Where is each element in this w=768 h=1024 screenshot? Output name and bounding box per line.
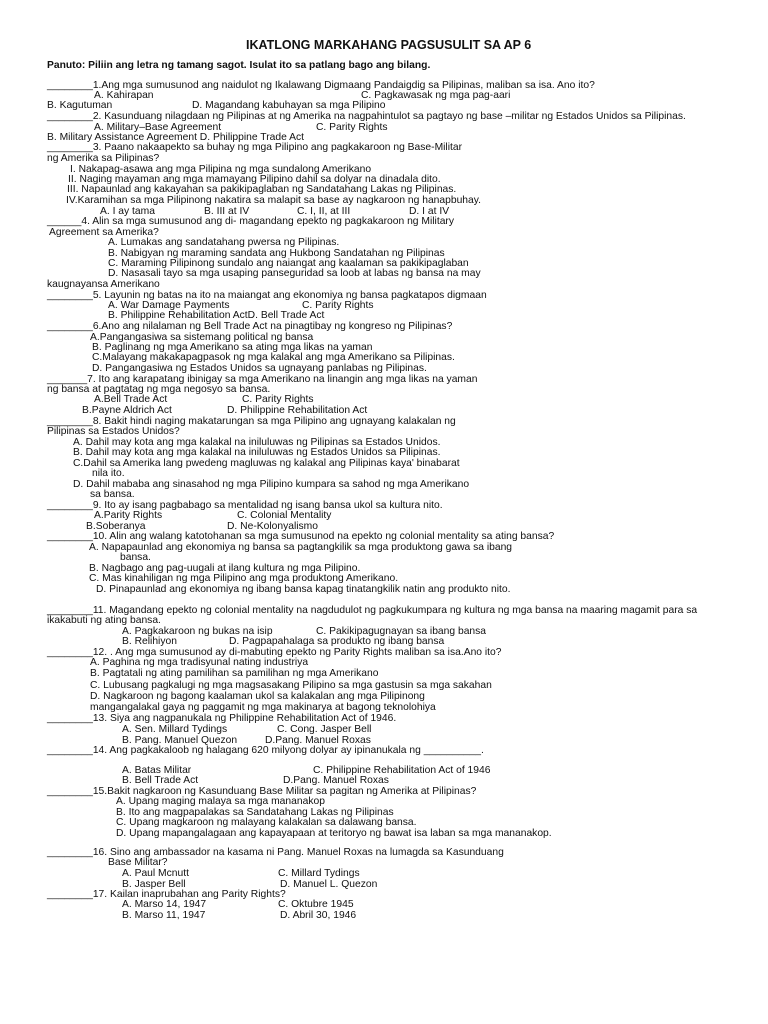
q15-option-b: B. Ito ang magpapalakas sa Sandatahang Lakas ng Pilipinas — [116, 807, 394, 818]
q6-option-b: B. Paglinang ng mga Amerikano sa ating mga likas na yaman — [92, 342, 373, 353]
q10-stem: ________10. Alin ang walang katotohanan sa mga sumusunod na epekto ng colonial mentality sa ating bansa? — [47, 531, 555, 542]
q16-option-d: D. Manuel L. Quezon — [280, 879, 378, 890]
q3-option-c: C. I, II, at III — [297, 206, 351, 217]
q17-option-a: A. Marso 14, 1947 — [122, 899, 207, 910]
q15-stem: ________15.Bakit nagkaroon ng Kasunduang Base Militar sa pagitan ng Amerika at Pilipinas? — [47, 786, 477, 797]
q10-option-a: A. Napapaunlad ang ekonomiya ng bansa sa pagtangkilik sa mga produktong gawa sa ibang — [89, 542, 513, 553]
q3-stem-2: ng Amerika sa Pilipinas? — [47, 153, 160, 164]
q11-stem-2: ikakabuti ng ating bansa. — [47, 615, 161, 626]
q16-stem-1: ________16. Sino ang ambassador na kasama ni Pang. Manuel Roxas na lumagda sa Kasunduang — [47, 847, 504, 858]
page-title: IKATLONG MARKAHANG PAGSUSULIT SA AP 6 — [246, 38, 532, 52]
q9-option-b: B.Soberanya — [86, 521, 146, 532]
q12-option-d: D. Nagkaroon ng bagong kaalaman ukol sa kalakalan ang mga Pilipinong — [90, 691, 425, 702]
q14-stem: ________14. Ang pagkakaloob ng halagang 620 milyong dolyar ay ipinanukala ng __________. — [47, 745, 484, 756]
q17-option-c: C. Oktubre 1945 — [278, 899, 354, 910]
q3-item-iv: IV.Karamihan sa mga Pilipinong nakatira sa malapit sa base ay nagkaroon ng hanapbuhay. — [66, 195, 482, 206]
q14-option-d: D.Pang. Manuel Roxas — [283, 775, 389, 786]
q16-stem-2: Base Militar? — [108, 857, 168, 868]
q4-stem-1: ______4. Alin sa mga sumusunod ang di- magandang epekto ng pagkakaroon ng Military — [47, 216, 454, 227]
q13-stem: ________13. Siya ang nagpanukala ng Philippine Rehabilitation Act of 1946. — [47, 713, 397, 724]
q9-stem: ________9. Ito ay isang pagbabago sa mentalidad ng isang bansa ukol sa kultura nito. — [47, 500, 443, 511]
q12-stem: ________12. . Ang mga sumusunod ay di-mabuting epekto ng Parity Rights maliban sa isa.Ano ito? — [47, 647, 502, 658]
q7-stem-2: ng bansa at pagtatag ng mga negosyo sa bansa. — [47, 384, 271, 395]
q2-stem: ________2. Kasunduang nilagdaan ng Pilipinas at ng Amerika na nagpahintulot sa pagtayo ng base –militar ng Estados Unidos sa Pilipinas. — [47, 111, 686, 122]
q10-option-b: B. Nagbago ang pag-uugali at ilang kultura ng mga Pilipino. — [89, 563, 361, 574]
q10-option-d: D. Pinapaunlad ang ekonomiya ng ibang bansa kapag tinatangkilik natin ang produkto nito. — [96, 584, 511, 595]
q8-option-a: A. Dahil may kota ang mga kalakal na iniluluwas ng Pilipinas sa Estados Unidos. — [73, 437, 441, 448]
q7-option-d: D. Philippine Rehabilitation Act — [227, 405, 368, 416]
q1-option-d: D. Magandang kabuhayan sa mga Pilipino — [192, 100, 386, 111]
q1-stem: ________1.Ang mga sumusunod ang naidulot ng Ikalawang Digmaang Pandaigdig sa Pilipinas, maliban sa isa. Ano ito? — [47, 80, 595, 91]
q6-option-c: C.Malayang makakapagpasok ng mga kalakal ang mga Amerikano sa Pilipinas. — [92, 352, 455, 363]
q4-option-d: D. Nasasali tayo sa mga usaping panseguridad sa loob at labas ng bansa na may — [108, 268, 481, 279]
q2-option-a: A. Military–Base Agreement — [94, 122, 222, 133]
q6-stem: ________6.Ano ang nilalaman ng Bell Trade Act na pinagtibay ng kongreso ng Pilipinas? — [47, 321, 453, 332]
q11-option-d: D. Pagpapahalaga sa produkto ng ibang bansa — [229, 636, 445, 647]
q15-option-a: A. Upang maging malaya sa mga mananakop — [116, 796, 325, 807]
q12-option-a: A. Paghina ng mga tradisyunal nating industriya — [90, 657, 309, 668]
q5-stem: ________5. Layunin ng batas na ito na maiangat ang ekonomiya ng bansa pagkatapos digmaan — [47, 290, 487, 301]
q8-option-d-cont: sa bansa. — [90, 489, 135, 500]
q1-option-c: C. Pagkawasak ng mga pag-aari — [361, 90, 511, 101]
q10-option-c: C. Mas kinahiligan ng mga Pilipino ang mga produktong Amerikano. — [89, 573, 399, 584]
q2-option-c: C. Parity Rights — [316, 122, 388, 133]
instructions: Panuto: Piliin ang letra ng tamang sagot. Isulat ito sa patlang bago ang bilang. — [47, 60, 431, 71]
q14-option-c: C. Philippine Rehabilitation Act of 1946 — [313, 765, 491, 776]
q2-option-bd: B. Military Assistance Agreement D. Philippine Trade Act — [47, 132, 304, 143]
q5-option-bd: B. Philippine Rehabilitation ActD. Bell Trade Act — [108, 310, 325, 321]
q8-option-b: B. Dahil may kota ang mga kalakal na iniluluwas ng Estados Unidos sa Pilipinas. — [73, 447, 441, 458]
q4-option-c: C. Maraming Pilipinong sundalo ang naiangat ang kaalaman sa pakikipaglaban — [108, 258, 469, 269]
q1-option-a: A. Kahirapan — [94, 90, 154, 101]
q5-option-c: C. Parity Rights — [302, 300, 374, 311]
q12-option-c: C. Lubusang pagkalugi ng mga magsasakang Pilipino sa mga gastusin sa mga sakahan — [90, 680, 492, 691]
q12-option-d-cont: mangangalakal gaya ng paggamit ng mga makinarya at bagong teknolohiya — [90, 702, 436, 713]
q13-option-c: C. Cong. Jasper Bell — [277, 724, 372, 735]
q13-option-d: D.Pang. Manuel Roxas — [265, 735, 371, 746]
q14-option-b: B. Bell Trade Act — [122, 775, 199, 786]
q4-option-a: A. Lumakas ang sandatahang pwersa ng Pilipinas. — [108, 237, 340, 248]
q17-option-b: B. Marso 11, 1947 — [122, 910, 206, 921]
q4-option-b: B. Nabigyan ng maraming sandata ang Hukbong Sandatahan ng Pilipinas — [108, 248, 445, 259]
q7-option-c: C. Parity Rights — [242, 394, 314, 405]
q3-item-iii: III. Napaunlad ang kakayahan sa pakikipaglaban ng Sandatahang Lakas ng Pilipinas. — [67, 184, 457, 195]
q16-option-b: B. Jasper Bell — [122, 879, 186, 890]
q9-option-d: D. Ne-Kolonyalismo — [227, 521, 318, 532]
q3-option-a: A. I ay tama — [100, 206, 155, 217]
q11-option-b: B. Relihiyon — [122, 636, 177, 647]
q6-option-a: A.Pangangasiwa sa sistemang political ng bansa — [90, 332, 314, 343]
q4-option-d-cont: kaugnayansa Amerikano — [47, 279, 160, 290]
q3-option-b: B. III at IV — [204, 206, 250, 217]
q8-option-c: C.Dahil sa Amerika lang pwedeng magluwas ng kalakal ang Pilipinas kaya' binabarat — [73, 458, 460, 469]
q15-option-d: D. Upang mapangalagaan ang kapayapaan at teritoryo ng bawat isa laban sa mga mananakop. — [116, 828, 552, 839]
q9-option-c: C. Colonial Mentality — [237, 510, 332, 521]
q10-option-a-cont: bansa. — [120, 552, 151, 563]
q17-option-d: D. Abril 30, 1946 — [280, 910, 357, 921]
q3-item-i: I. Nakapag-asawa ang mga Pilipina ng mga sundalong Amerikano — [70, 164, 372, 175]
q8-option-c-cont: nila ito. — [92, 468, 125, 479]
q3-item-ii: II. Naging mayaman ang mga mamayang Pilipino dahil sa dolyar na dinadala dito. — [68, 174, 441, 185]
q9-option-a: A.Parity Rights — [94, 510, 163, 521]
q7-stem-1: _______7. Ito ang karapatang ibinigay sa mga Amerikano na linangin ang mga likas na yaman — [47, 374, 478, 385]
q14-option-a: A. Batas Militar — [122, 765, 192, 776]
q16-option-a: A. Paul Mcnutt — [122, 868, 189, 879]
q11-option-c: C. Pakikipagugnayan sa ibang bansa — [316, 626, 487, 637]
q7-option-b: B.Payne Aldrich Act — [82, 405, 172, 416]
q8-stem-1: ________8. Bakit hindi naging makatarungan sa mga Pilipino ang ugnayang kalakalan ng — [47, 416, 456, 427]
q5-option-a: A. War Damage Payments — [108, 300, 230, 311]
q15-option-c: C. Upang magkaroon ng malayang kalakalan sa dalawang bansa. — [116, 817, 417, 828]
q13-option-b: B. Pang. Manuel Quezon — [122, 735, 238, 746]
q1-option-b: B. Kagutuman — [47, 100, 113, 111]
q12-option-b: B. Pagtatali ng ating pamilihan sa pamilihan ng mga Amerikano — [90, 668, 379, 679]
q7-option-a: A.Bell Trade Act — [94, 394, 168, 405]
q16-option-c: C. Millard Tydings — [278, 868, 360, 879]
q6-option-d: D. Pangangasiwa ng Estados Unidos sa ugnayang panlabas ng Pilipinas. — [92, 363, 427, 374]
q11-stem-1: ________11. Magandang epekto ng colonial mentality na nagdudulot ng pagkukumpara ng kultura ng mga bansa na maaring magamit para sa — [47, 605, 698, 616]
q3-stem-1: ________3. Paano nakaapekto sa buhay ng mga Pilipino ang pagkakaroon ng Base-Militar — [47, 142, 463, 153]
q3-option-d: D. I at IV — [409, 206, 450, 217]
q4-stem-2: Agreement sa Amerika? — [49, 227, 159, 238]
q13-option-a: A. Sen. Millard Tydings — [122, 724, 228, 735]
q17-stem: ________17. Kailan inaprubahan ang Parity Rights? — [47, 889, 286, 900]
q8-stem-2: Pilipinas sa Estados Unidos? — [47, 426, 180, 437]
q8-option-d: D. Dahil mababa ang sinasahod ng mga Pilipino kumpara sa sahod ng mga Amerikano — [73, 479, 470, 490]
q11-option-a: A. Pagkakaroon ng bukas na isip — [122, 626, 273, 637]
